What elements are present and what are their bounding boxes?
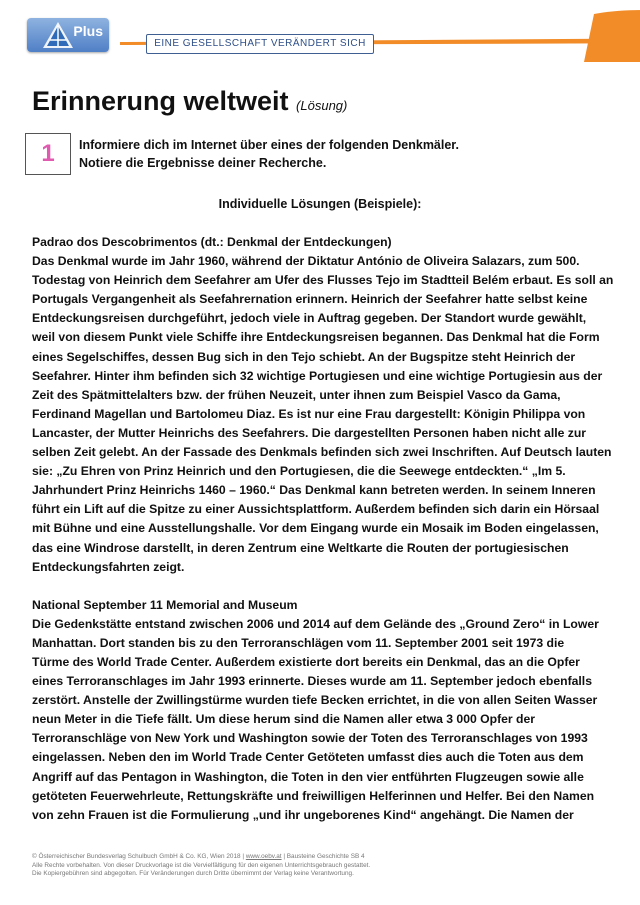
paragraph-line: führt ein Lift auf die Spitze zu einer Aussichtsplattform. Außerdem befinden sich darin ein Hörsaal xyxy=(32,502,600,517)
footer-rights: Alle Rechte vorbehalten. Von dieser Druckvorlage ist die Vervielfältigung für den eigenen Unterrichtsgebrauch gestattet. xyxy=(32,861,371,869)
paragraph-line: eines Terroranschlages im Jahr 1993 erinnerte. Dieses wurde am 11. September jedoch ebenfalls xyxy=(32,674,592,689)
paragraph-line: Manhattan. Dort standen bis zu den Terroranschlägen vom 11. September 2001 seit 1973 die xyxy=(32,635,565,650)
slogan-banner: EINE GESELLSCHAFT VERÄNDERT SICH xyxy=(146,34,374,54)
logo-text: Plus xyxy=(73,23,103,39)
task-number-box: 1 xyxy=(25,133,71,175)
paragraph-line: getöteten Feuerwehrleute, Rettungskräfte und freiwilligen Helferinnen und Helfer. Bei den Namen xyxy=(32,788,595,803)
paragraph-line: das eine Windrose darstellt, in deren Zentrum eine Weltkarte die Routen der portugiesischen xyxy=(32,540,569,555)
task-line: Informiere dich im Internet über eines der folgenden Denkmäler. xyxy=(79,138,459,152)
paragraph-line: eingelassen. Neben den im World Trade Center Getöteten umfasst dies auch die Toten aus dem xyxy=(32,750,584,765)
paragraph-line: eines Segelschiffes, dessen Bug sich in den Tejo schiebt. An der Bugspitze steht Heinrich der xyxy=(32,349,576,364)
page-title-sub: (Lösung) xyxy=(296,98,348,113)
paragraph-line: Jahrhundert Prinz Heinrichs 1460 – 1960.“ Das Denkmal kann betreten werden. In seinem Inneren xyxy=(32,483,596,498)
task-line: Notiere die Ergebnisse deiner Recherche. xyxy=(79,156,327,170)
task-instructions xyxy=(79,136,459,172)
solutions-content xyxy=(32,233,612,844)
section-heading: National September 11 Memorial and Museum xyxy=(32,597,298,612)
pyramid-icon xyxy=(41,20,75,50)
paragraph-line: Entdeckungsreisen durchgeführt, jedoch viele in Auftrag gegeben. Der Standort wurde gewählt, xyxy=(32,311,587,326)
paragraph-line: Terroranschläge von New York und Washington sowie der Toten des Terroranschlages von 1993 xyxy=(32,731,588,746)
plus-logo xyxy=(27,18,109,52)
paragraph-line: sie: „Zu Ehren von Prinz Heinrich und den Portugiesen, die die Seewege entdeckten.“ „Im 5. xyxy=(32,464,566,479)
paragraph-line: Seefahrer. Hinter ihm befinden sich 32 wichtige Portugiesen und eine wichtige Portugiesin aus der xyxy=(32,368,603,383)
paragraph-line: Portugals Vergangenheit als Seefahrernation erinnern. Heinrich der Seefahrer hatte selbst keine xyxy=(32,292,588,307)
page-header xyxy=(0,0,640,70)
paragraph-line: Todestag von Heinrich dem Seefahrer am Ufer des Flusses Tejo im Stadtteil Belém erbaut. Es soll an xyxy=(32,273,614,288)
footer-copyright xyxy=(32,853,612,862)
header-orange-corner xyxy=(584,10,640,62)
solutions-heading: Individuelle Lösungen (Beispiele): xyxy=(218,197,422,211)
paragraph-line: zerstört. Anstelle der Zwillingstürme wurden tiefe Becken errichtet, in die von allen Seiten Wasser xyxy=(32,693,598,708)
paragraph-line: weil von diesem Punkt viele Schiffe ihre Entdeckungsreisen begannen. Das Denkmal hat die Form xyxy=(32,330,600,345)
paragraph-line: neun Meter in die Tiefe fällt. Um diese herum sind die Namen aller etwa 3 000 Opfer der xyxy=(32,712,536,727)
page-title xyxy=(32,86,347,117)
paragraph-line: Lancaster, der Mutter Heinrichs des Seefahrers. Die dargestellten Personen haben nicht alle zur xyxy=(32,425,587,440)
footer-book-title: | Bausteine Geschichte SB 4 xyxy=(281,853,365,860)
section-heading: Padrao dos Descobrimentos (dt.: Denkmal der Entdeckungen) xyxy=(32,235,392,249)
paragraph-line: selben Zeit gelebt. An der Fassade des Denkmals befinden sich zwei Inschriften. Auf Deutsch lauten xyxy=(32,445,612,460)
paragraph-line: Türme des World Trade Center. Außerdem existierte dort bereits ein Denkmal, das an die Opfer xyxy=(32,654,580,669)
section-911-memorial xyxy=(32,596,612,825)
page-title-main: Erinnerung weltweit xyxy=(32,86,289,116)
footer-disclaimer: Die Kopiergebühren sind abgegolten. Für Veränderungen durch Dritte übernimmt der Verlag keine Verantwortung. xyxy=(32,870,354,878)
paragraph-line: Ferdinand Magellan und Bartolomeu Diaz. Es ist nur eine Frau dargestellt: Königin Philippa von xyxy=(32,406,586,421)
footer-copyright-text: © Österreichischer Bundesverlag Schulbuch GmbH & Co. KG, Wien 2018 | xyxy=(32,853,246,860)
paragraph-line: Entdeckungsfahrten zeigt. xyxy=(32,559,185,574)
paragraph-line: von zehn Frauen ist die Formulierung „und ihr ungeborenes Kind“ angehängt. Die Namen der xyxy=(32,807,574,822)
publisher-link[interactable]: www.oebv.at xyxy=(245,853,282,860)
page-footer xyxy=(32,853,612,879)
paragraph-line: Die Gedenkstätte entstand zwischen 2006 und 2014 auf dem Gelände des „Ground Zero“ in Lower xyxy=(32,616,599,631)
paragraph-line: Das Denkmal wurde im Jahr 1960, während der Diktatur António de Oliveira Salazars, zum 500. xyxy=(32,254,580,269)
paragraph-line: mit Bühne und eine Ausstellungshalle. Vor dem Eingang wurde ein Mosaik im Boden eingelassen, xyxy=(32,521,599,536)
paragraph-line: Zeit des Spätmittelalters bzw. der frühen Neuzeit, unter ihnen zum Beispiel Vasco da Gama, xyxy=(32,387,561,402)
paragraph-line: Angriff auf das Pentagon in Washington, die Toten in den vier entführten Flugzeugen sowie alle xyxy=(32,769,584,784)
section-padrao xyxy=(32,233,612,577)
